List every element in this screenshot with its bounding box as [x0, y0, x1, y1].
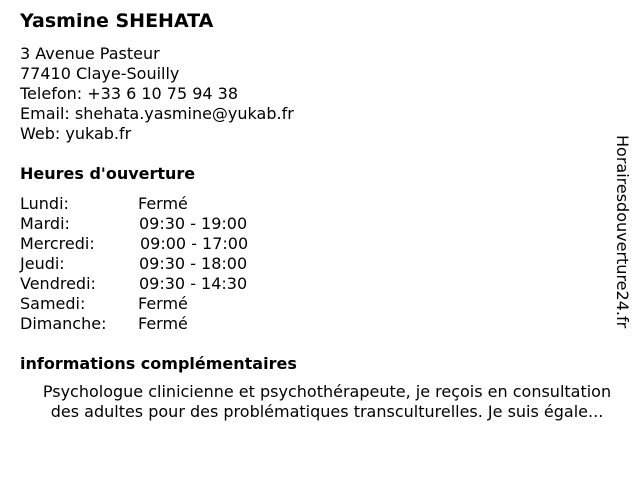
day-label: Vendredi:: [20, 274, 96, 293]
hours-row-tuesday: [20, 214, 350, 234]
hours-row-sunday: [20, 314, 350, 334]
hours-row-friday: [20, 274, 350, 294]
hours-row-saturday: [20, 294, 350, 314]
time-value: 09:30 - 14:30: [139, 274, 248, 293]
day-label: Mardi:: [20, 214, 70, 233]
day-label: Mercredi:: [20, 234, 95, 253]
time-value: Fermé: [138, 294, 188, 313]
description-line-2: des adultes pour des problématiques transculturelles. Je suis égale...: [50, 402, 604, 421]
email-line: Email: shehata.yasmine@yukab.fr: [20, 104, 294, 123]
site-watermark: Horairesdouverture24.fr: [613, 135, 632, 329]
day-label: Jeudi:: [20, 254, 65, 273]
info-heading: informations complémentaires: [20, 354, 297, 373]
time-value: 09:00 - 17:00: [140, 234, 249, 253]
time-value: 09:30 - 18:00: [139, 254, 248, 273]
day-label: Samedi:: [20, 294, 86, 313]
hours-row-wednesday: [20, 234, 350, 254]
phone-line: Telefon: +33 6 10 75 94 38: [20, 84, 239, 103]
business-name: Yasmine SHEHATA: [20, 10, 214, 32]
day-label: Dimanche:: [20, 314, 107, 333]
day-label: Lundi:: [20, 194, 69, 213]
hours-table: [20, 194, 350, 334]
description-line-1: Psychologue clinicienne et psychothérapeute, je reçois en consultation: [42, 382, 612, 401]
address-street: 3 Avenue Pasteur: [20, 44, 160, 63]
hours-row-monday: [20, 194, 350, 214]
time-value: 09:30 - 19:00: [139, 214, 248, 233]
hours-heading: Heures d'ouverture: [20, 164, 196, 183]
time-value: Fermé: [138, 314, 188, 333]
contact-block: [20, 44, 294, 144]
address-city: 77410 Claye-Souilly: [20, 64, 180, 83]
time-value: Fermé: [138, 194, 188, 213]
description-text: [20, 382, 634, 422]
web-line: Web: yukab.fr: [20, 124, 132, 143]
hours-row-thursday: [20, 254, 350, 274]
